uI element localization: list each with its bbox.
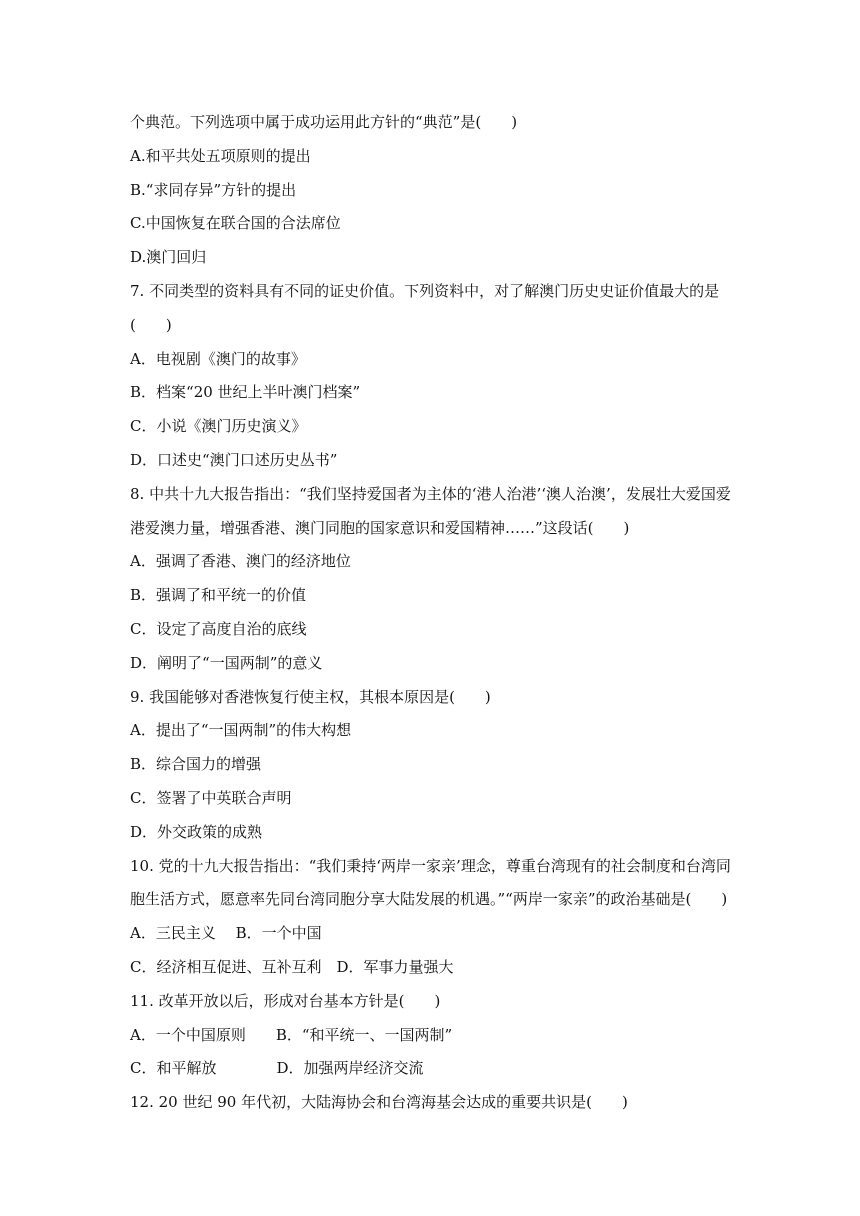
- q7-stem: 7. 不同类型的资料具有不同的证史价值。下列资料中，对了解澳门历史史证价值最大的是: [130, 282, 720, 300]
- q6-option-d: D.澳门回归: [130, 248, 207, 266]
- q8-option-c: C．设定了高度自治的底线: [130, 620, 307, 638]
- q9-option-a: A．提出了“一国两制”的伟大构想: [130, 721, 352, 739]
- q8-stem: 8. 中共十九大报告指出：“我们坚持爱国者为主体的‘港人治港’‘澳人治澳’，发展壮大爱国爱: [130, 485, 731, 503]
- q6-stem-continuation: 个典范。下列选项中属于成功运用此方针的“典范”是( ): [130, 113, 518, 131]
- q8-stem-continuation: 港爱澳力量，增强香港、澳门同胞的国家意识和爱国精神……”这段话( ): [130, 519, 630, 537]
- q10-stem: 10. 党的十九大报告指出：“我们秉持‘两岸一家亲’理念，尊重台湾现有的社会制度和台湾同: [130, 857, 731, 875]
- q7-option-b: B．档案“20 世纪上半叶澳门档案”: [130, 383, 361, 401]
- q10-options-ab: A．三民主义 B．一个中国: [130, 924, 322, 942]
- q10-stem-continuation: 胞生活方式，愿意率先同台湾同胞分享大陆发展的机遇。”“两岸一家亲”的政治基础是( ): [130, 890, 728, 908]
- q9-option-c: C．签署了中英联合声明: [130, 789, 292, 807]
- q8-option-a: A．强调了香港、澳门的经济地位: [130, 552, 351, 570]
- q9-option-b: B．综合国力的增强: [130, 755, 262, 773]
- q7-option-a: A．电视剧《澳门的故事》: [130, 350, 306, 368]
- q6-option-b: B.“求同存异”方针的提出: [130, 181, 297, 199]
- q9-stem: 9. 我国能够对香港恢复行使主权，其根本原因是( ): [130, 688, 491, 706]
- q8-option-d: D．阐明了“一国两制”的意义: [130, 654, 323, 672]
- q7-option-c: C．小说《澳门历史演义》: [130, 417, 307, 435]
- q11-options-cd: C．和平解放 D．加强两岸经济交流: [130, 1059, 424, 1077]
- q7-stem-continuation: ( ): [130, 316, 172, 334]
- q12-stem: 12. 20 世纪 90 年代初，大陆海协会和台湾海基会达成的重要共识是( ): [130, 1093, 628, 1111]
- q7-option-d: D．口述史“澳门口述历史丛书”: [130, 451, 338, 469]
- q6-option-a: A.和平共处五项原则的提出: [130, 147, 311, 165]
- q11-stem: 11. 改革开放以后，形成对台基本方针是( ): [130, 992, 441, 1010]
- q10-options-cd: C．经济相互促进、互补互利 D．军事力量强大: [130, 958, 454, 976]
- q11-options-ab: A．一个中国原则 B．“和平统一、一国两制”: [130, 1026, 453, 1044]
- q9-option-d: D．外交政策的成熟: [130, 823, 263, 841]
- q8-option-b: B．强调了和平统一的价值: [130, 586, 307, 604]
- q6-option-c: C.中国恢复在联合国的合法席位: [130, 214, 341, 232]
